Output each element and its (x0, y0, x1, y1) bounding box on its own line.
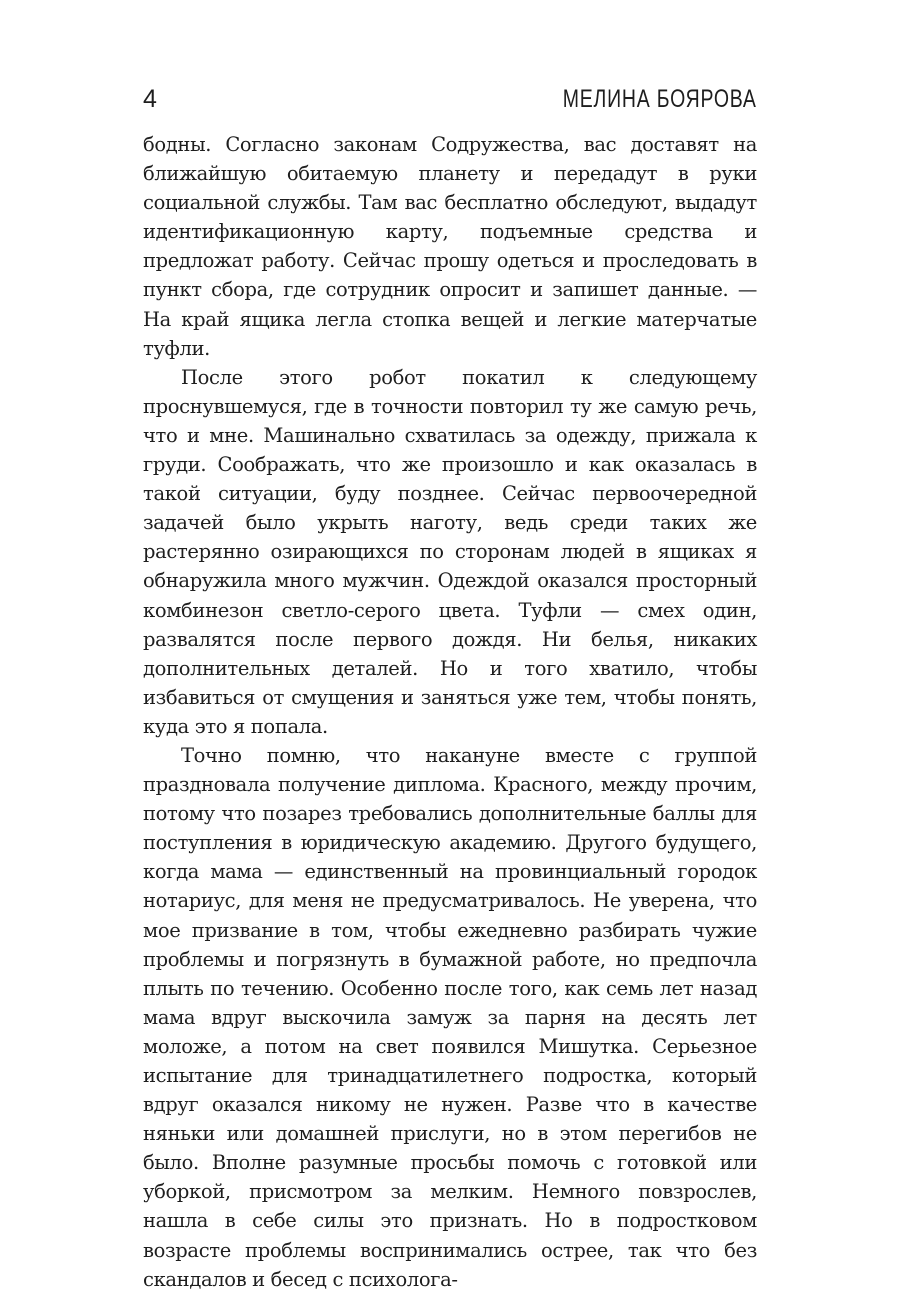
paragraph: После этого робот покатил к следующему проснувшемуся, где в точности повторил ту же самую речь, что и мне. Машинально схватилась за одежду, прижала к груди. Соображать, что же произошло и как оказалась в такой ситуации, буду позднее. Сейчас первоочередной задачей было укрыть наготу, ведь среди таких же растерянно озирающихся по сторонам людей в ящиках я обнаружила много мужчин. Одеждой оказался просторный комбинезон светло-серого цвета. Туфли — смех один, развалятся после первого дождя. Ни белья, никаких дополнительных деталей. Но и того хватило, чтобы избавиться от смущения и заняться уже тем, чтобы понять, куда это я попала. (143, 365, 757, 738)
paragraph: Точно помню, что накануне вместе с группой праздновала получение диплома. Красного, между прочим, потому что позарез требовались дополнительные баллы для поступления в юридическую академию. Другого будущего, когда мама — единственный на провинциальный городок нотариус, для меня не предусматривалось. Не уверена, что мое призвание в том, чтобы ежедневно разбирать чужие проблемы и погрязнуть в бумажной работе, но предпочла плыть по течению. Особенно после того, как семь лет назад мама вдруг выскочила замуж за парня на десять лет моложе, а потом на свет появился Мишутка. Серьезное испытание для тринадцатилетнего подростка, который вдруг оказался никому не нужен. Разве что в качестве няньки или домашней прислуги, но в этом перегибов не было. Вполне разумные просьбы помочь с готовкой или уборкой, присмотром за мелким. Немного повзрослев, нашла в себе силы это признать. Но в подростковом возрасте проблемы воспринимались острее, так что без скандалов и бесед с психолога- (143, 743, 757, 1291)
running-head (143, 84, 757, 114)
text-body (143, 130, 757, 1294)
paragraph-continuation: бодны. Согласно законам Содружества, вас доставят на ближайшую обитаемую планету и передадут в руки социальной службы. Там вас бесплатно обследуют, выдадут идентификационную карту, подъемные средства и предложат работу. Сейчас прошу одеться и проследовать в пункт сбора, где сотрудник опросит и запишет данные. — На край ящика легла стопка вещей и легкие матерчатые туфли. (143, 133, 757, 360)
author-name: МЕЛИНА БОЯРОВА (562, 84, 757, 113)
page-number: 4 (143, 84, 158, 113)
